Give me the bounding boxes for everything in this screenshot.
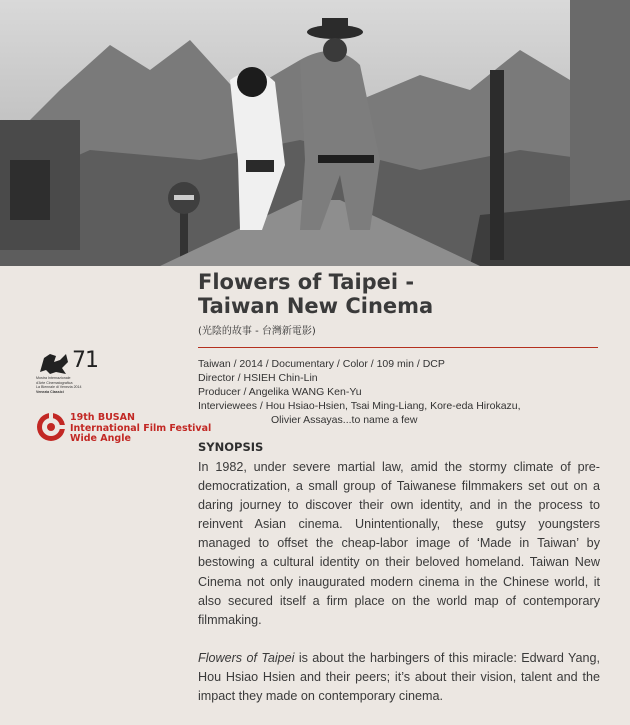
film-credits bbox=[198, 357, 608, 427]
venice-edition-number: 71 bbox=[72, 348, 98, 373]
synopsis-text bbox=[198, 458, 600, 725]
interviewees-credit: Interviewees / Hou Hsiao-Hsien, Tsai Ming-Liang, Kore-eda Hirokazu, bbox=[198, 400, 521, 412]
busan-festival-logo bbox=[35, 411, 212, 447]
busan-line-1: 19th BUSAN bbox=[70, 412, 135, 423]
film-title-italic: Flowers of Taipei bbox=[198, 650, 295, 665]
synopsis-paragraph-2-text: is about the harbingers of this miracle: Edward Yang, Hou Hsiao Hsien and their peers; it’s about their vision, talent and the impact they made on contemporary cinema. bbox=[198, 650, 601, 704]
title-divider bbox=[198, 347, 598, 348]
director-credit: Director / HSIEH Chin-Lin bbox=[198, 372, 318, 384]
film-title-line2: Taiwan New Cinema bbox=[198, 294, 434, 318]
film-title-line1: Flowers of Taipei - bbox=[198, 270, 415, 294]
synopsis-paragraph-1: In 1982, under severe martial law, amid the stormy climate of pre-democratization, a small group of Taiwanese filmmakers set out on a daring journey to discover their own identity, and in the process to reinvent Asian cinema. Unintentionally, these gutsy youngsters managed to offset the cheap-labor image of ‘Made in Taiwan’ by bestowing a cultural identity on their beloved homeland. Taiwan New Cinema not only inaugurated modern cinema in the Chinese world, it also secured itself a firm place on the world map of contemporary filmmaking. bbox=[198, 460, 600, 627]
venice-line-1: Mostra Internazionale bbox=[36, 376, 71, 380]
synopsis-paragraph-2 bbox=[198, 649, 600, 706]
venice-line-2: d'Arte Cinematografica bbox=[36, 380, 73, 385]
film-still-photo bbox=[0, 0, 630, 266]
film-info-line: Taiwan / 2014 / Documentary / Color / 109 min / DCP bbox=[198, 358, 445, 370]
busan-line-3: Wide Angle bbox=[70, 433, 131, 444]
synopsis-heading: SYNOPSIS bbox=[198, 440, 264, 454]
chinese-title: (光陰的故事 - 台灣新電影) bbox=[198, 326, 316, 337]
busan-emblem-icon bbox=[35, 411, 67, 443]
film-title bbox=[198, 270, 618, 318]
interviewees-credit-cont: Olivier Assayas...to name a few bbox=[271, 414, 418, 426]
venice-line-4: Venezia Classici bbox=[36, 390, 64, 394]
venice-lion-icon bbox=[36, 350, 72, 376]
venice-line-3: La Biennale di Venezia 2014 bbox=[36, 385, 82, 389]
busan-line-2: International Film Festival bbox=[70, 422, 212, 434]
producer-credit: Producer / Angelika WANG Ken-Yu bbox=[198, 386, 362, 398]
